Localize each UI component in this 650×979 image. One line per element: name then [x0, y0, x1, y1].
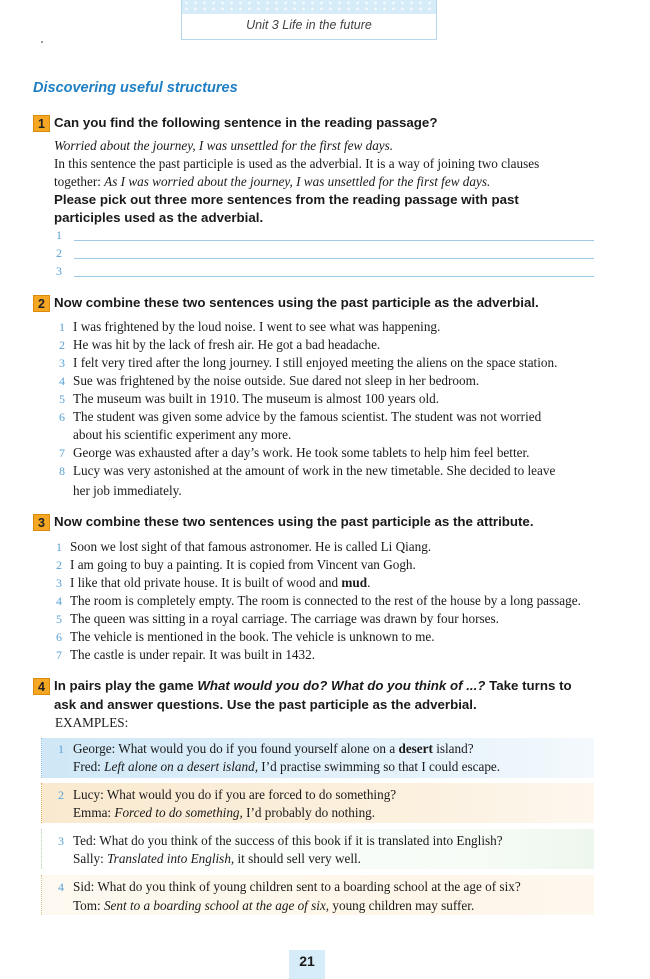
unit-label: Unit 3 Life in the future — [246, 18, 372, 32]
list-item-number: 6 — [59, 410, 65, 424]
list-item-text: I like that old private house. It is built of wood and — [70, 575, 342, 590]
example-answer — [73, 897, 474, 915]
example-answer — [73, 804, 375, 822]
q1-answer-line-1[interactable] — [74, 240, 594, 241]
example-question-text: George: What would you do if you found yourself alone on a — [73, 741, 399, 756]
list-item-number: 1 — [59, 320, 65, 334]
example-question: Lucy: What would you do if you are forced to do something? — [73, 787, 397, 802]
example-question-end: island? — [432, 741, 474, 756]
list-item: The vehicle is mentioned in the book. The vehicle is unknown to me. — [70, 629, 435, 644]
example-participle-phrase: Left alone on a desert island, — [104, 759, 258, 774]
example-question — [73, 740, 474, 758]
question-2-badge: 2 — [33, 295, 50, 312]
list-item: The museum was built in 1910. The museum is almost 100 years old. — [73, 391, 440, 406]
examples-label: EXAMPLES: — [55, 715, 129, 730]
list-item: The queen was sitting in a royal carriage. The carriage was drawn by four horses. — [70, 611, 499, 626]
q1-explanation-line-1: In this sentence the past participle is used as the adverbial. It is a way of joining two clauses — [54, 156, 540, 171]
q1-explanation-line-2 — [54, 173, 490, 191]
question-3-badge: 3 — [33, 514, 50, 531]
example-participle-phrase: Sent to a boarding school at the age of six, — [103, 898, 330, 913]
example-speaker: Fred: — [73, 759, 105, 774]
list-item-number: 6 — [56, 630, 62, 644]
q1-blank-number: 1 — [56, 228, 62, 242]
example-participle-phrase: Translated into English, — [107, 851, 235, 866]
list-item: He was hit by the lack of fresh air. He got a bad headache. — [73, 337, 381, 352]
question-1-badge: 1 — [33, 115, 50, 132]
q1-blank-number: 3 — [56, 264, 62, 278]
example-answer — [73, 850, 361, 868]
example-question: Sid: What do you think of young children sent to a boarding school at the age of six? — [73, 879, 521, 894]
list-item-number: 5 — [59, 392, 65, 406]
q4-title-text-end: Take turns to — [485, 678, 572, 693]
list-item: Sue was frightened by the noise outside. Sue dared not sleep in her bedroom. — [73, 373, 480, 388]
list-item: Lucy was very astonished at the amount of work in the new timetable. She decided to leave — [73, 463, 556, 478]
list-item-number: 4 — [56, 594, 62, 608]
q1-example-sentence: Worried about the journey, I was unsettled for the first few days. — [54, 138, 394, 153]
example-bold-word: desert — [398, 741, 433, 756]
list-item-text-end: . — [367, 575, 371, 590]
section-title: Discovering useful structures — [33, 80, 238, 96]
question-4-title-line-1 — [54, 677, 572, 695]
question-4-title-line-2: ask and answer questions. Use the past participle as the adverbial. — [54, 697, 477, 712]
example-answer-text: I’d practise swimming so that I could escape. — [258, 759, 501, 774]
example-answer-text: it should sell very well. — [234, 851, 361, 866]
list-item-number: 4 — [59, 374, 65, 388]
list-item: George was exhausted after a day’s work. He took some tablets to help him feel better. — [73, 445, 530, 460]
question-2-title: Now combine these two sentences using the past participle as the adverbial. — [54, 295, 539, 310]
example-number: 2 — [58, 788, 64, 802]
example-number: 1 — [58, 742, 64, 756]
example-speaker: Emma: — [73, 805, 115, 820]
list-item-number: 2 — [56, 558, 62, 572]
question-1-title: Can you find the following sentence in the reading passage? — [54, 115, 438, 130]
list-item: I was frightened by the loud noise. I went to see what was happening. — [73, 319, 441, 334]
q1-answer-line-3[interactable] — [74, 276, 594, 277]
list-item: The castle is under repair. It was built in 1432. — [70, 647, 316, 662]
q1-blank-number: 2 — [56, 246, 62, 260]
question-4-badge: 4 — [33, 678, 50, 695]
list-item-bold-word: mud — [341, 575, 368, 590]
example-speaker: Tom: — [73, 898, 104, 913]
list-item-continued: about his scientific experiment any more. — [73, 427, 292, 442]
list-item-number: 7 — [59, 446, 65, 460]
q1-instruction-line-2: participles used as the adverbial. — [54, 210, 264, 225]
list-item: The room is completely empty. The room is connected to the rest of the house by a long passage. — [70, 593, 581, 608]
q1-instruction-line-1: Please pick out three more sentences from the reading passage with past — [54, 192, 519, 207]
example-answer-text: I’d probably do nothing. — [242, 805, 376, 820]
list-item — [70, 574, 370, 592]
example-answer — [73, 758, 500, 776]
q1-answer-line-2[interactable] — [74, 258, 594, 259]
list-item-number: 1 — [56, 540, 62, 554]
list-item-number: 3 — [59, 356, 65, 370]
question-3-title: Now combine these two sentences using the past participle as the attribute. — [54, 514, 534, 529]
list-item: The student was given some advice by the famous scientist. The student was not worried — [73, 409, 542, 424]
list-item-number: 8 — [59, 464, 65, 478]
list-item: I am going to buy a painting. It is copied from Vincent van Gogh. — [70, 557, 416, 572]
header-decoration — [182, 0, 436, 14]
list-item-number: 2 — [59, 338, 65, 352]
example-number: 3 — [58, 834, 64, 848]
q4-title-text: In pairs play the game — [54, 678, 198, 693]
page-number: 21 — [289, 950, 325, 979]
example-question: Ted: What do you think of the success of this book if it is translated into English? — [73, 833, 503, 848]
example-participle-phrase: Forced to do something, — [114, 805, 243, 820]
example-number: 4 — [58, 880, 64, 894]
list-item-number: 3 — [56, 576, 62, 590]
q1-explanation-prefix: together: — [54, 174, 105, 189]
q4-game-name: What would you do? What do you think of ...? — [197, 678, 486, 693]
example-speaker: Sally: — [73, 851, 108, 866]
list-item-number: 5 — [56, 612, 62, 626]
q1-explanation-italic: As I was worried about the journey, I was unsettled for the first few days. — [104, 174, 491, 189]
example-answer-text: young children may suffer. — [329, 898, 475, 913]
list-item: Soon we lost sight of that famous astronomer. He is called Li Qiang. — [70, 539, 432, 554]
unit-header — [181, 0, 437, 40]
list-item-number: 7 — [56, 648, 62, 662]
list-item: I felt very tired after the long journey. I still enjoyed meeting the aliens on the space station. — [73, 355, 558, 370]
print-speck — [41, 41, 43, 43]
list-item-continued: her job immediately. — [73, 483, 182, 498]
